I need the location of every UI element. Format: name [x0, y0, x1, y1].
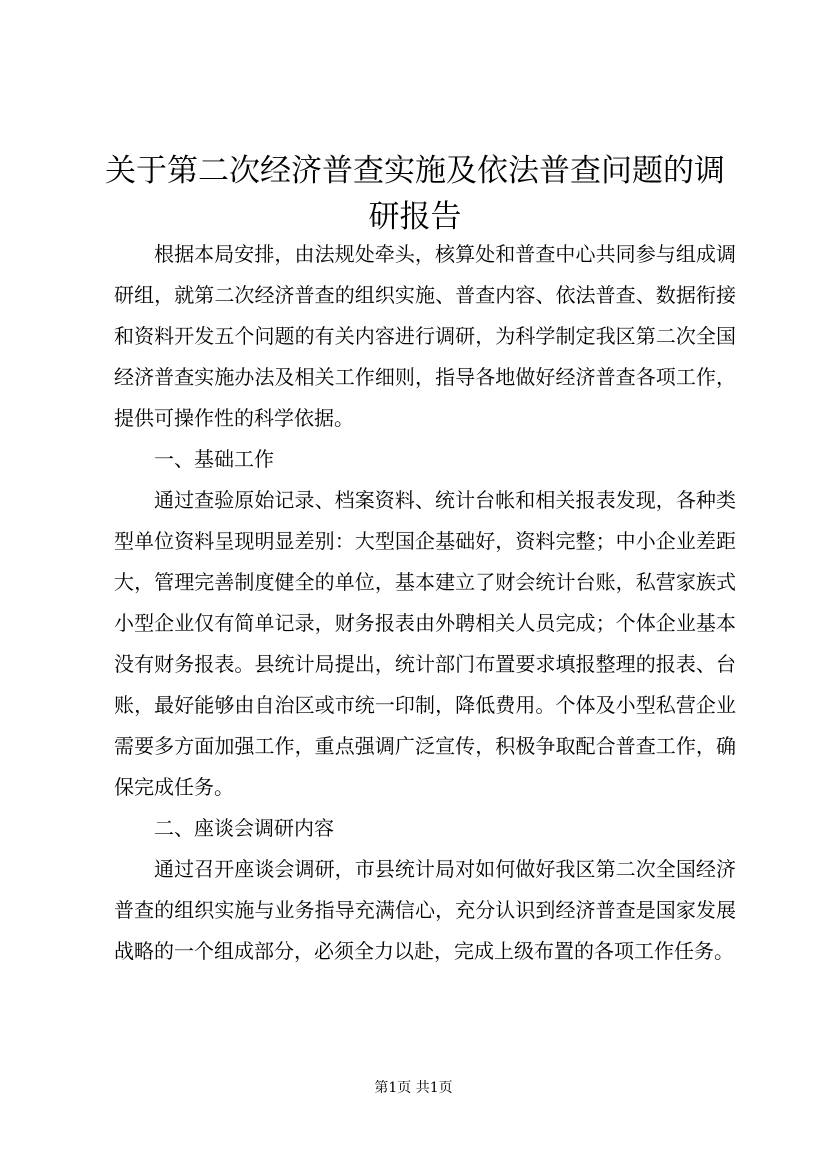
document-title: 关于第二次经济普查实施及依法普查问题的调研报告	[105, 153, 725, 235]
section-heading-forum-research: 二、座谈会调研内容	[154, 816, 334, 840]
paragraph-basic-work: 通过查验原始记录、档案资料、统计台帐和相关报表发现，各种类型单位资料呈现明显差别：大型国企基础好，资料完整；中小企业差距大，管理完善制度健全的单位，基本建立了财会统计台账，私营家族式小型企业仅有简单记录，财务报表由外聘相关人员完成；个体企业基本没有财务报表。县统计局提出，统计部门布置要求填报整理的报表、台账，最好能够由自治区或市统一印制，降低费用。个体及小型私营企业需要多方面加强工作，重点强调广泛宣传，积极争取配合普查工作，确保完成任务。	[114, 488, 736, 799]
section-heading-basic-work: 一、基础工作	[154, 447, 274, 471]
page-footer: 第1页 共1页	[374, 1080, 453, 1096]
document-body	[114, 234, 736, 972]
paragraph-intro: 根据本局安排，由法规处牵头，核算处和普查中心共同参与组成调研组，就第二次经济普查的组织实施、普查内容、依法普查、数据衔接和资料开发五个问题的有关内容进行调研，为科学制定我区第二次全国经济普查实施办法及相关工作细则，指导各地做好经济普查各项工作，提供可操作性的科学依据。	[114, 242, 736, 430]
paragraph-forum-research: 通过召开座谈会调研，市县统计局对如何做好我区第二次全国经济普查的组织实施与业务指导充满信心，充分认识到经济普查是国家发展战略的一个组成部分，必须全力以赴，完成上级布置的各项工作任务。	[114, 857, 736, 963]
